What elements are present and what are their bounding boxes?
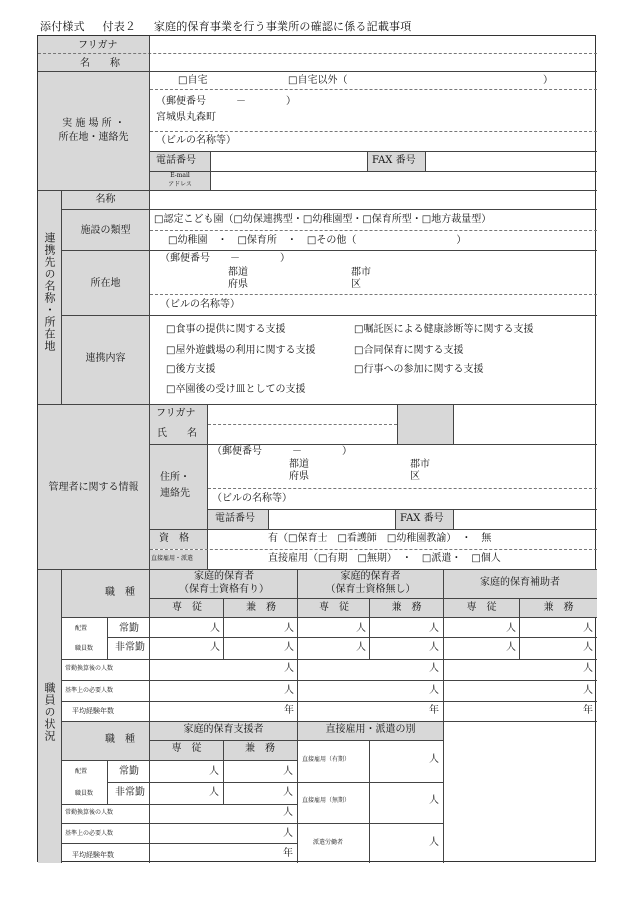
staff-avg-c3[interactable]: 年 xyxy=(583,705,593,716)
partner-support-playground[interactable]: □屋外遊戯場の利用に関する支援 xyxy=(166,345,316,356)
staff-u-r1-c6[interactable]: 人 xyxy=(583,623,593,634)
staff-lower-fte[interactable]: 人 xyxy=(283,807,293,818)
staff-fte-c3[interactable]: 人 xyxy=(583,663,593,674)
staff-lower-avg[interactable]: 年 xyxy=(283,848,293,859)
staff-lower-fte-label: 常勤換算後の人数 xyxy=(65,809,114,816)
document-title xyxy=(40,18,425,34)
manager-address-label-1: 住所・ xyxy=(160,472,190,483)
staff-col2-fulltime: 専 従 xyxy=(319,602,349,613)
staff-employ-fixed-value[interactable]: 人 xyxy=(429,754,439,765)
staff-u-r1-c1[interactable]: 人 xyxy=(210,623,220,634)
site-address: 宮城県丸森町 xyxy=(156,112,216,123)
form-label: 添付様式 xyxy=(40,20,85,33)
staff-u-r1-c2[interactable]: 人 xyxy=(284,623,294,634)
staff-u-r1-c4[interactable]: 人 xyxy=(429,623,439,634)
partner-city-2: 区 xyxy=(351,279,361,290)
staff-lower-avg-label: 平均経験年数 xyxy=(72,851,114,859)
site-furigana-label: フリガナ xyxy=(78,40,118,51)
registration-form xyxy=(37,35,596,862)
staff-col2-parttime: 兼 務 xyxy=(391,602,422,613)
site-phone-field[interactable] xyxy=(211,152,367,171)
partner-content-label: 連携内容 xyxy=(85,353,126,364)
partner-support-joint[interactable]: □合同保育に関する支援 xyxy=(354,345,464,356)
manager-qual-value[interactable]: 有（□保育士 □看護師 □幼稚園教諭） ・ 無 xyxy=(268,533,492,544)
staff-avg-years-label: 平均経験年数 xyxy=(72,707,114,715)
site-email-field[interactable] xyxy=(211,172,597,190)
staff-col2-line2: （保育士資格無し） xyxy=(325,584,416,595)
site-email-label-2: アドレス xyxy=(168,181,192,188)
partner-support-doctor[interactable]: □嘱託医による健康診断等に関する支援 xyxy=(354,324,534,335)
manager-city-2: 区 xyxy=(410,471,420,482)
staff-col1-parttime: 兼 務 xyxy=(246,602,276,613)
document-subject: 家庭的保育事業を行う事業所の確認に係る記載事項 xyxy=(153,20,412,33)
staff-u-r2-c2[interactable]: 人 xyxy=(284,642,294,653)
attachment-label: 付表２ xyxy=(102,20,137,33)
manager-phone-label: 電話番号 xyxy=(215,513,255,524)
partner-support-meal[interactable]: □食事の提供に関する支援 xyxy=(166,324,286,335)
manager-address-label-bg xyxy=(150,445,207,529)
staff-fte-c1[interactable]: 人 xyxy=(284,663,294,674)
staff-avg-c1[interactable]: 年 xyxy=(284,705,294,716)
staff-u-r1-c3[interactable]: 人 xyxy=(356,623,366,634)
partner-location-label: 所在地 xyxy=(90,278,121,289)
site-location-label-1: 実 施 場 所 ・ xyxy=(62,118,125,129)
staff-u-r1-c5[interactable]: 人 xyxy=(506,623,516,634)
staff-u-r2-c6[interactable]: 人 xyxy=(583,642,593,653)
staff-fte-c2[interactable]: 人 xyxy=(429,663,439,674)
staff-l-r2-c2[interactable]: 人 xyxy=(283,787,293,798)
manager-fax-label: FAX 番号 xyxy=(400,513,444,524)
site-name-field[interactable] xyxy=(150,54,597,71)
staff-col1-line1: 家庭的保育者 xyxy=(194,571,254,582)
staff-required-label: 基準上の必要人数 xyxy=(65,687,114,694)
staff-lower-job-label: 職 種 xyxy=(105,734,135,745)
staff-dispatched-value[interactable]: 人 xyxy=(429,837,439,848)
staff-l-r1-c1[interactable]: 人 xyxy=(209,766,219,777)
staff-employ-unlimited-label: 直接雇用（無期） xyxy=(302,797,351,804)
staff-u-r2-c5[interactable]: 人 xyxy=(506,642,516,653)
partner-support-backup[interactable]: □後方支援 xyxy=(166,364,216,375)
manager-furigana-field[interactable] xyxy=(208,405,397,424)
staff-col2-line1: 家庭的保育者 xyxy=(340,571,401,582)
site-fax-field[interactable] xyxy=(426,152,597,171)
staff-col4-header: 家庭的保育支援者 xyxy=(183,724,264,735)
manager-employ-value[interactable]: 直接雇用（□有期 □無期） ・ □派遣・ □個人 xyxy=(268,553,501,564)
site-name-label: 名 称 xyxy=(80,58,120,69)
staff-required-c1[interactable]: 人 xyxy=(284,685,294,696)
manager-name-extra-field[interactable] xyxy=(454,405,597,444)
manager-employ-label: 直接雇用・派遣 xyxy=(151,555,194,562)
staff-dispatched-label: 派遣労働者 xyxy=(313,839,344,846)
staff-lower-required-label: 基準上の必要人数 xyxy=(65,830,114,837)
partner-name-label: 名称 xyxy=(95,194,116,205)
staff-lower-nonregular-label: 非常勤 xyxy=(115,787,145,798)
staff-lower-placement-2: 職員数 xyxy=(75,790,94,797)
staff-required-c3[interactable]: 人 xyxy=(583,685,593,696)
staff-nonregular-label: 非常勤 xyxy=(115,642,145,653)
staff-employ-header: 直接雇用・派遣の別 xyxy=(325,724,416,735)
partner-postal: （郵便番号 － ） xyxy=(160,253,290,264)
partner-support-graduation[interactable]: □卒園後の受け皿としての支援 xyxy=(166,384,306,395)
site-location-label-2: 所在地・連絡先 xyxy=(58,132,129,143)
staff-col3-fulltime: 専 従 xyxy=(466,602,497,613)
manager-pref-2: 府県 xyxy=(289,471,309,482)
staff-col4-parttime: 兼 務 xyxy=(245,743,275,754)
site-home-checkbox[interactable]: □自宅 xyxy=(178,75,208,86)
partner-pref-1: 都道 xyxy=(228,267,248,278)
manager-building: （ビルの名称等） xyxy=(212,493,292,504)
staff-lower-regular-label: 常勤 xyxy=(119,766,139,777)
site-phone-label: 電話番号 xyxy=(156,155,196,166)
site-fax-label: FAX 番号 xyxy=(372,155,416,166)
site-building: （ビルの名称等） xyxy=(156,135,236,146)
staff-col1-fulltime: 専 従 xyxy=(172,602,202,613)
manager-section-label: 管理者に関する情報 xyxy=(48,482,139,493)
manager-pref-1: 都道 xyxy=(289,459,309,470)
staff-u-r2-c3[interactable]: 人 xyxy=(356,642,366,653)
staff-employ-fixed-label: 直接雇用（有期） xyxy=(302,756,351,763)
staff-section-label: 職員の状況 xyxy=(43,682,56,742)
staff-lower-placement-1: 配置 xyxy=(75,768,88,775)
partner-pref-2: 府県 xyxy=(228,279,248,290)
staff-placement-label-1: 配置 xyxy=(75,625,88,632)
staff-col1-line2: （保育士資格有り） xyxy=(179,584,269,595)
staff-job-label: 職 種 xyxy=(105,587,135,598)
staff-avg-c2[interactable]: 年 xyxy=(429,705,439,716)
staff-regular-label: 常勤 xyxy=(119,623,139,634)
partner-type-line1[interactable]: □認定こども園（□幼保連携型・□幼稚園型・□保育所型・□地方裁量型） xyxy=(154,214,492,225)
staff-l-r1-c2[interactable]: 人 xyxy=(283,766,293,777)
staff-placement-label-2: 職員数 xyxy=(75,645,94,652)
staff-col3-header: 家庭的保育補助者 xyxy=(480,577,560,588)
staff-l-r2-c1[interactable]: 人 xyxy=(209,787,219,798)
manager-furigana-label: フリガナ xyxy=(156,408,196,419)
site-other-close: ） xyxy=(543,75,553,86)
staff-employ-unlimited-value[interactable]: 人 xyxy=(429,795,439,806)
manager-phone-field[interactable] xyxy=(269,510,395,529)
partner-section-label: 連携先の名称・所在地 xyxy=(43,232,56,352)
staff-lower-required[interactable]: 人 xyxy=(283,828,293,839)
staff-u-r2-c4[interactable]: 人 xyxy=(429,642,439,653)
manager-address-label-2: 連絡先 xyxy=(160,488,190,499)
partner-name-field[interactable] xyxy=(150,191,597,209)
manager-city-1: 郡市 xyxy=(410,459,430,470)
partner-type-line2[interactable]: □幼稚園 ・ □保育所 ・ □その他（ ） xyxy=(168,235,467,246)
site-other-checkbox[interactable]: □自宅以外（ xyxy=(288,75,348,86)
manager-qual-label: 資 格 xyxy=(159,533,189,544)
partner-building: （ビルの名称等） xyxy=(160,299,240,310)
staff-u-r2-c1[interactable]: 人 xyxy=(210,642,220,653)
manager-name-field[interactable] xyxy=(208,425,397,444)
staff-required-c2[interactable]: 人 xyxy=(429,685,439,696)
staff-col3-parttime: 兼 務 xyxy=(543,602,574,613)
manager-name-label: 氏 名 xyxy=(157,428,197,439)
site-email-label-1: E-mail xyxy=(170,172,190,179)
staff-fte-label: 常勤換算後の人数 xyxy=(65,665,114,672)
staff-col4-fulltime: 専 従 xyxy=(171,743,202,754)
manager-postal: （郵便番号 － ） xyxy=(212,446,352,457)
manager-name-side-bg xyxy=(398,405,453,444)
manager-fax-field[interactable] xyxy=(454,510,597,529)
site-furigana-field[interactable] xyxy=(150,36,597,53)
partner-type-label: 施設の類型 xyxy=(80,225,131,236)
site-postal: （郵便番号 － ） xyxy=(156,96,296,107)
partner-support-events[interactable]: □行事への参加に関する支援 xyxy=(354,364,484,375)
partner-city-1: 郡市 xyxy=(351,267,371,278)
